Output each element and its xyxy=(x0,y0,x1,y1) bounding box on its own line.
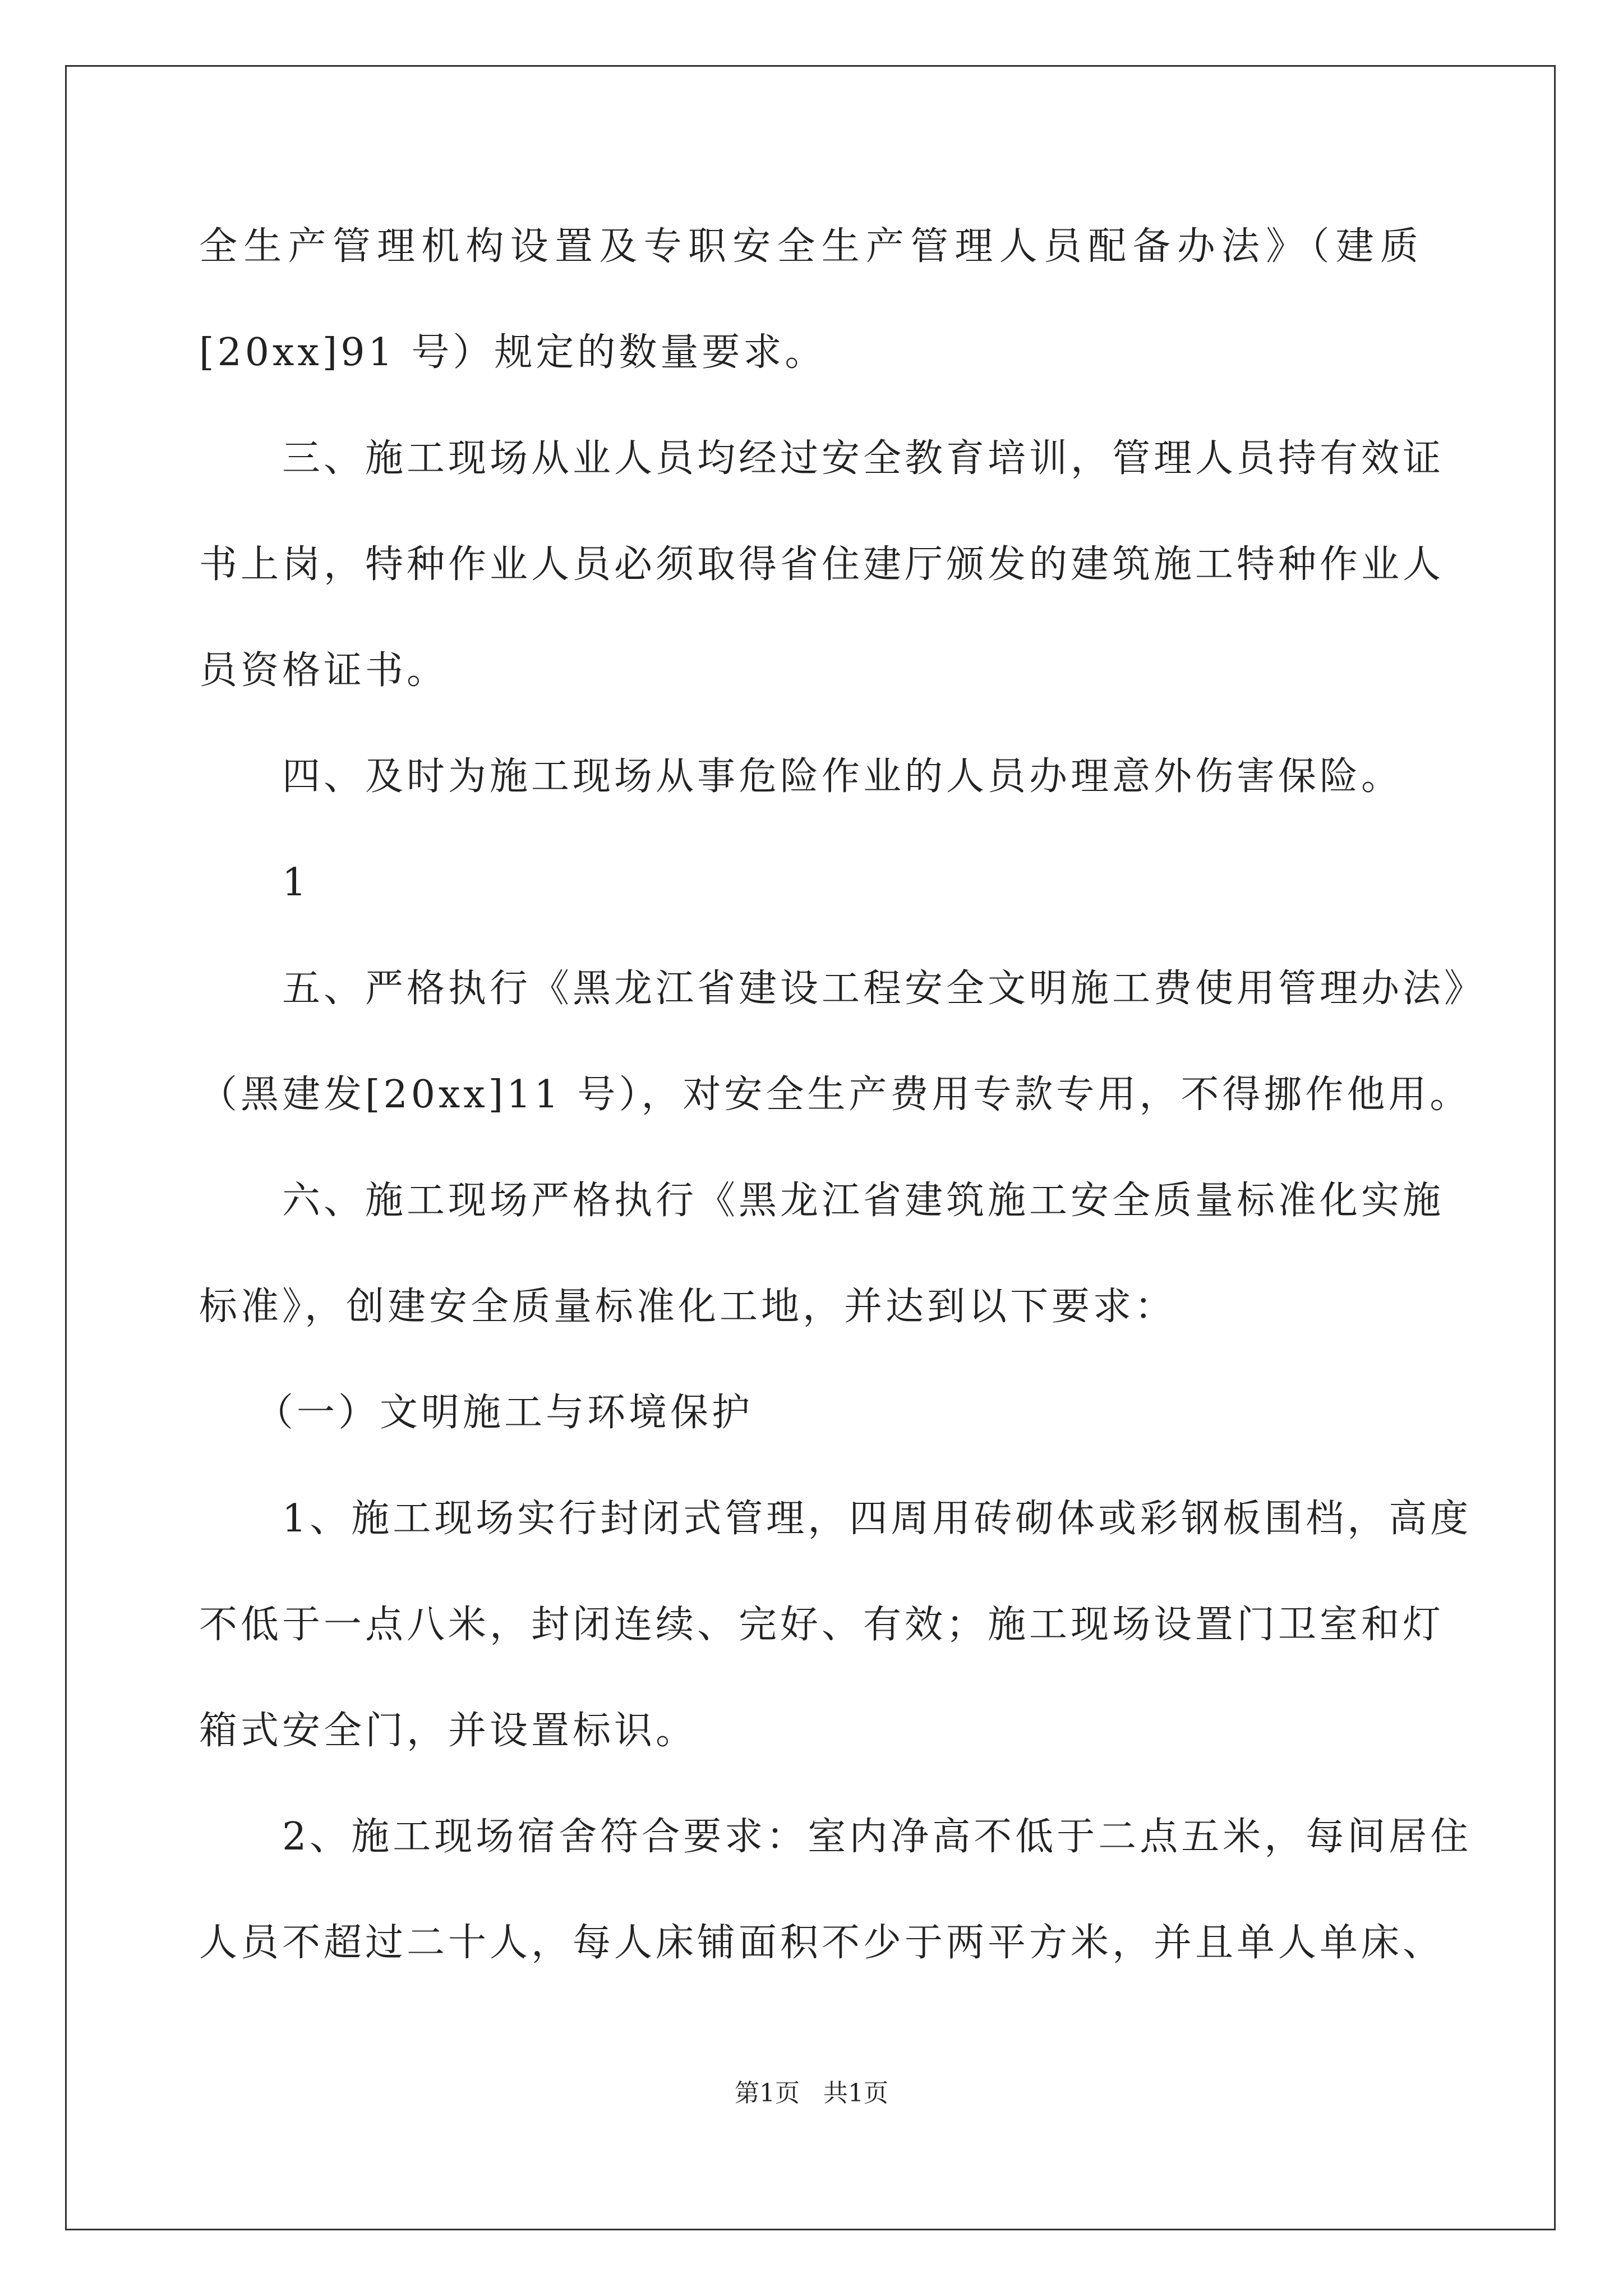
text-line: 书上岗，特种作业人员必须取得省住建厅颁发的建筑施工特种作业人 xyxy=(199,542,1445,587)
text-line: 2、施工现场宿舍符合要求：室内净高不低于二点五米，每间居住 xyxy=(282,1815,1472,1859)
page-number-inline: 1 xyxy=(282,861,310,905)
text-line: 箱式安全门，并设置标识。 xyxy=(199,1709,698,1753)
page-footer: 第1页 共1页 xyxy=(735,2079,888,2108)
text-line: 标准》，创建安全质量标准化工地，并达到以下要求： xyxy=(199,1285,1177,1329)
text-line: [20xx]91 号）规定的数量要求。 xyxy=(199,330,827,375)
text-line: 不低于一点八米，封闭连续、完好、有效；施工现场设置门卫室和灯 xyxy=(199,1603,1445,1647)
text-line: 人员不超过二十人，每人床铺面积不少于两平方米，并且单人单床、 xyxy=(199,1921,1445,1965)
text-line: 四、及时为施工现场从事危险作业的人员办理意外伤害保险。 xyxy=(282,754,1403,799)
text-line: 五、严格执行《黑龙江省建设工程安全文明施工费使用管理办法》 xyxy=(282,967,1486,1011)
text-line: 员资格证书。 xyxy=(199,648,449,693)
text-line: 1、施工现场实行封闭式管理，四周用砖砌体或彩钢板围档，高度 xyxy=(282,1497,1472,1541)
text-line: 全生产管理机构设置及专职安全生产管理人员配备办法》（建质 xyxy=(199,224,1422,269)
document-body xyxy=(199,219,1486,2021)
text-line: （黑建发[20xx]11 号），对安全生产费用专款专用，不得挪作他用。 xyxy=(199,1073,1472,1117)
text-line: 六、施工现场严格执行《黑龙江省建筑施工安全质量标准化实施 xyxy=(282,1179,1445,1223)
text-line: 三、施工现场从业人员均经过安全教育培训，管理人员持有效证 xyxy=(282,436,1445,481)
section-heading: （一）文明施工与环境保护 xyxy=(255,1391,754,1435)
